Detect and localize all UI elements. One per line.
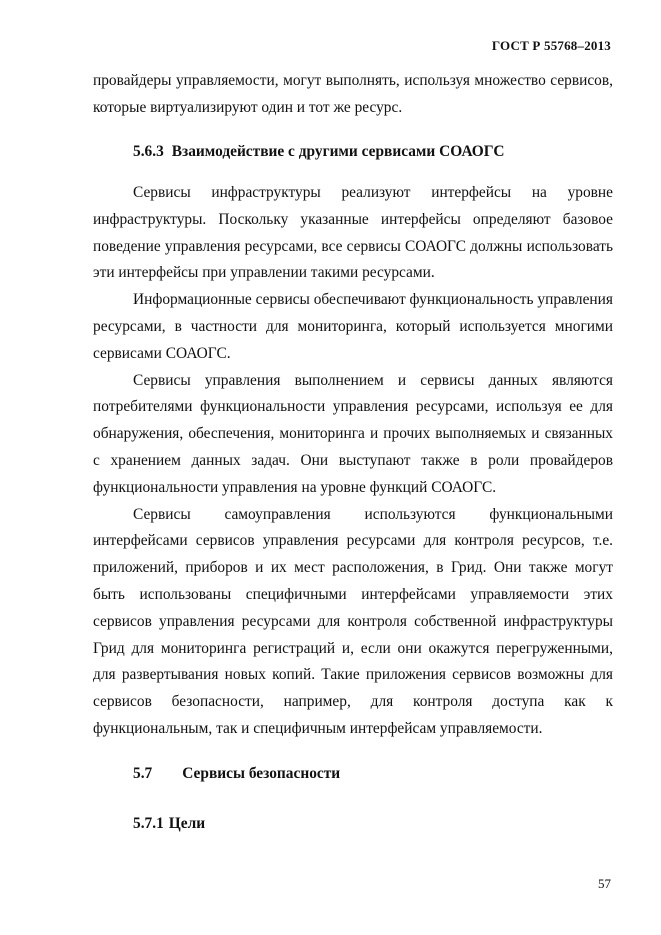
section-5-6-3-number: 5.6.3	[133, 143, 164, 160]
section-5-7-1-number: 5.7.1	[133, 815, 164, 832]
section-5-6-3-heading	[133, 143, 504, 161]
standard-header: ГОСТ Р 55768–2013	[491, 38, 611, 53]
section-5-7-heading	[133, 765, 340, 783]
paragraph-4: Сервисы самоуправления используются функциональными интерфейсами сервисов управления ресурсами для контроля ресурсов, т.е. приложений, приборов и их мест расположения, в Грид. Они также могут быть использованы специфичными интерфейсами управляемости этих сервисов управления ресурсами для контроля собственной инфраструктуры Грид для мониторинга регистраций и, если они окажутся перегруженными, для развертывания новых копий. Такие приложения сервисов возможны для сервисов безопасности, например, для контроля доступа как к функциональным, так и специфичным интерфейсам управляемости.	[93, 505, 613, 737]
section-5-7-title: Сервисы безопасности	[182, 765, 341, 782]
section-5-6-3-title: Взаимодействие с другими сервисами СОАОГС	[171, 143, 505, 160]
intro-block	[93, 68, 613, 122]
intro-paragraph: провайдеры управляемости, могут выполнять, используя множество сервисов, которые виртуализируют один и тот же ресурс.	[93, 72, 613, 116]
section-5-7-1-title: Цели	[168, 815, 206, 832]
section-5-7-1-heading	[133, 815, 205, 833]
paragraph-3: Сервисы управления выполнением и сервисы данных являются потребителями функциональности управления ресурсами, используя ее для обнаружения, обеспечения, мониторинга и прочих выполняемых и связанных с хранением данных задач. Они выступают также в роли провайдеров функциональности управления на уровне функций СОАОГС.	[93, 371, 613, 496]
paragraph-1: Сервисы инфраструктуры реализуют интерфейсы на уровне инфраструктуры. Поскольку указанные интерфейсы определяют базовое поведение управления ресурсами, все сервисы СОАОГС должны использовать эти интерфейсы при управлении такими ресурсами.	[93, 184, 613, 282]
section-5-6-3-body	[93, 180, 613, 743]
page-number: 57	[598, 876, 611, 891]
paragraph-2: Информационные сервисы обеспечивают функциональность управления ресурсами, в частности для мониторинга, который используется многими сервисами СОАОГС.	[93, 291, 613, 362]
section-5-7-number: 5.7	[133, 765, 153, 782]
